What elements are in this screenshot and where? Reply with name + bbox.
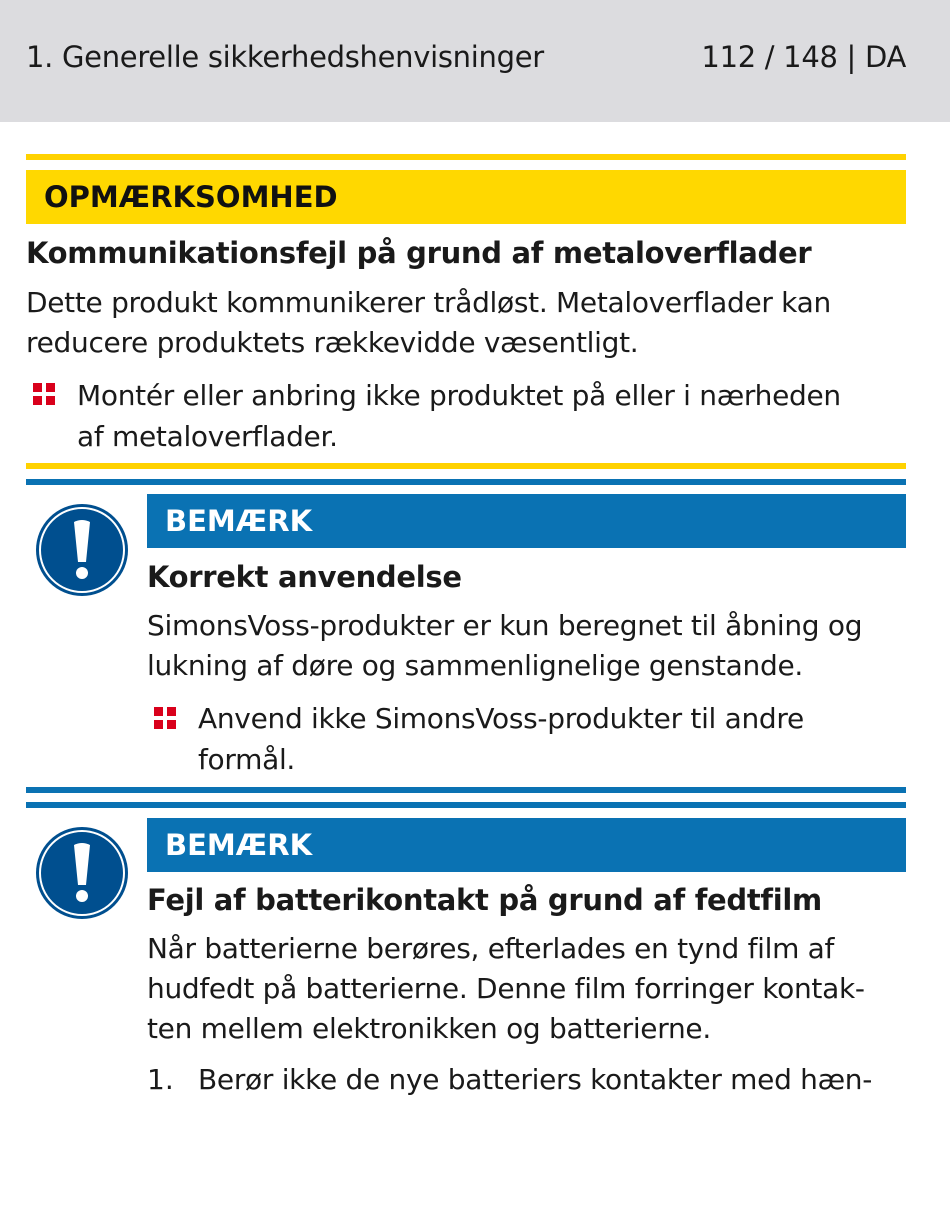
notice1-body-line: SimonsVoss-produkter er kun beregnet til åbning og bbox=[147, 609, 863, 642]
attention-body-line: Dette produkt kommunikerer trådløst. Metaloverflader kan bbox=[26, 286, 831, 319]
notice1-bottom-rule bbox=[26, 787, 906, 793]
page-number: 112 / 148 | DA bbox=[701, 40, 906, 74]
notice2-body-line: hudfedt på batterierne. Denne film forringer kontak- bbox=[147, 972, 865, 1005]
notice2-top-rule bbox=[26, 802, 906, 808]
attention-bottom-rule bbox=[26, 463, 906, 469]
attention-bullet-line: Montér eller anbring ikke produktet på eller i nærheden bbox=[77, 379, 841, 412]
attention-body-line: reducere produktets rækkevidde væsentligt. bbox=[26, 326, 639, 359]
notice2-body-line: ten mellem elektronikken og batterierne. bbox=[147, 1012, 711, 1045]
notice2-body-line: Når batterierne berøres, efterlades en tynd film af bbox=[147, 932, 835, 965]
notice1-banner: BEMÆRK bbox=[147, 494, 906, 548]
notice1-heading: Korrekt anvendelse bbox=[147, 560, 462, 594]
attention-bullet-line: af metaloverflader. bbox=[77, 420, 338, 453]
notice1-body-line: lukning af døre og sammenlignelige genstande. bbox=[147, 649, 803, 682]
attention-banner: OPMÆRKSOMHED bbox=[26, 170, 906, 224]
red-bullet-icon bbox=[154, 707, 176, 729]
notice2-heading: Fejl af batterikontakt på grund af fedtfilm bbox=[147, 883, 822, 917]
exclamation-icon bbox=[34, 825, 130, 921]
red-bullet-icon bbox=[33, 383, 55, 405]
exclamation-icon bbox=[34, 502, 130, 598]
attention-heading: Kommunikationsfejl på grund af metaloverflader bbox=[26, 236, 812, 270]
section-title: 1. Generelle sikkerhedshenvisninger bbox=[26, 40, 544, 74]
notice1-top-rule bbox=[26, 479, 906, 485]
attention-bullet bbox=[77, 375, 907, 457]
step-text: Berør ikke de nye batteriers kontakter med hæn- bbox=[198, 1063, 873, 1096]
attention-top-rule bbox=[26, 154, 906, 160]
attention-body bbox=[26, 283, 906, 363]
step-number: 1. bbox=[147, 1063, 174, 1096]
notice1-bullet bbox=[198, 698, 906, 780]
notice2-body bbox=[147, 929, 907, 1049]
notice1-bullet-line: Anvend ikke SimonsVoss-produkter til andre bbox=[198, 702, 804, 735]
notice1-body bbox=[147, 606, 907, 686]
page-header bbox=[0, 0, 950, 122]
notice1-bullet-line: formål. bbox=[198, 743, 296, 776]
notice2-banner: BEMÆRK bbox=[147, 818, 906, 872]
